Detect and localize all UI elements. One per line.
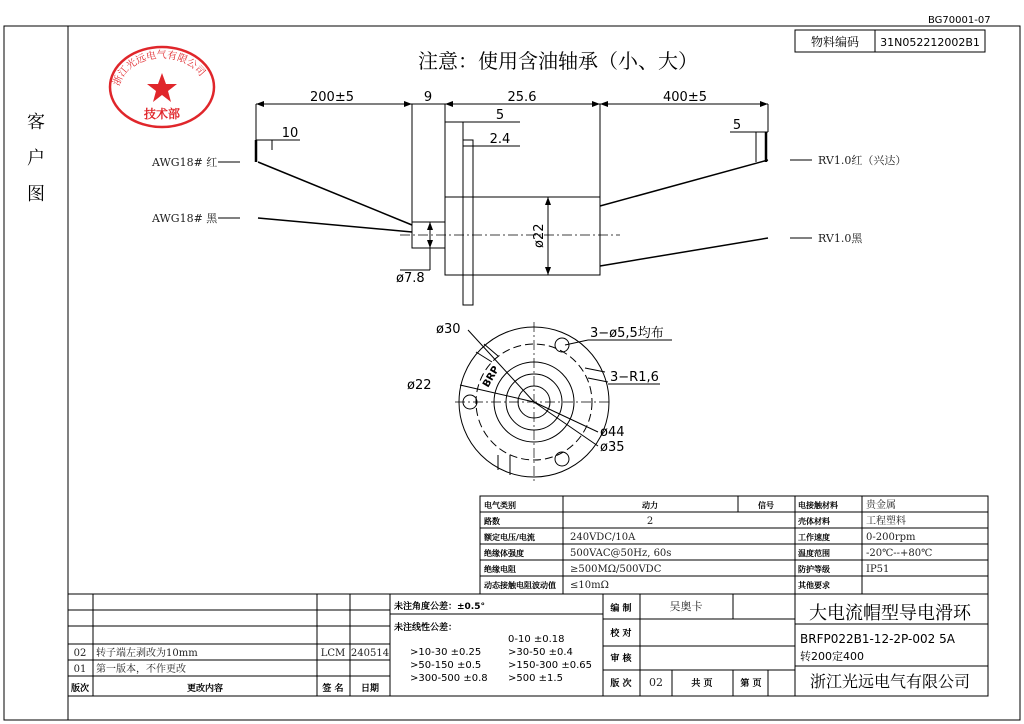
product-name: 大电流帽型导电滑环 (809, 603, 971, 624)
rev-header-date: 日期 (360, 684, 380, 694)
dim-10: 10 (281, 126, 299, 141)
spec-value: 2 (646, 516, 654, 527)
spec-value: ≤10mΩ (570, 580, 609, 591)
spec-param-right: 工作速度 (798, 533, 830, 542)
tol-angle: 未注角度公差：±0.5° (394, 602, 485, 612)
spec-param: 电气类别 (484, 501, 516, 510)
spec-value-right: IP51 (866, 564, 890, 575)
rev-header-sign: 签 名 (322, 684, 344, 694)
dim-400: 400±5 (663, 90, 707, 105)
rev-sign: LCM (320, 648, 346, 659)
spec-param-right: 其他要求 (798, 581, 830, 590)
wire-left-red: AWG18# 红 (152, 156, 218, 169)
tol-value: 0-10 ±0.18 (508, 634, 565, 645)
rev-no: 02 (73, 648, 87, 659)
svg-text:技术部: 技术部 (143, 107, 181, 121)
department-stamp (109, 47, 214, 127)
side-view (218, 104, 812, 305)
rev-date: 240514 (350, 648, 390, 659)
spec-value-right: 贵金属 (866, 500, 896, 511)
dim-dia7-8: ø7.8 (396, 271, 425, 286)
product-model: BRFP022B1-12-2P-002 5A (800, 632, 955, 646)
check-label: 校 对 (610, 629, 632, 639)
dim-holes: 3−ø5,5均布 (590, 326, 664, 341)
dim-dia22-side: ø22 (532, 223, 547, 248)
spec-param: 路数 (484, 517, 500, 526)
bearing-note: 注意：使用含油轴承（小、大） (418, 49, 698, 73)
svg-text:浙江光远电气有限公司: 浙江光远电气有限公司 (111, 49, 207, 88)
front-view (455, 322, 672, 482)
dim-25-6: 25.6 (507, 90, 537, 105)
spec-param-right: 壳体材料 (798, 517, 830, 526)
spec-param-right: 防护等级 (798, 565, 830, 574)
dim-200: 200±5 (310, 90, 354, 105)
tol-value: >500 ±1.5 (508, 673, 563, 684)
wire-right-black: RV1.0黑 (818, 232, 863, 245)
draw-label: 编 制 (610, 604, 632, 614)
tol-value: >300-500 ±0.8 (410, 673, 488, 684)
spec-value: 240VDC/10A (570, 532, 636, 543)
version-label: 版 次 (610, 679, 632, 689)
spec-param: 绝缘电阻 (484, 565, 516, 574)
spec-value-right: 工程塑料 (866, 516, 906, 527)
rev-no: 01 (73, 664, 87, 675)
version-value: 02 (649, 676, 663, 689)
tol-value: >50-150 ±0.5 (410, 660, 482, 671)
doc-code: BG70001-07 (928, 15, 991, 26)
review-label: 审 核 (610, 654, 632, 664)
total-pages-label: 共 页 (691, 679, 713, 689)
tol-value: >10-30 ±0.25 (410, 647, 482, 658)
company-name: 浙江光远电气有限公司 (809, 672, 971, 691)
spec-value-right: -20℃--+80℃ (866, 548, 933, 559)
product-note: 转200定400 (800, 650, 864, 663)
spec-param-right: 温度范围 (798, 549, 830, 558)
hub-marking: BRP (481, 364, 502, 390)
material-code-label: 物料编码 (810, 35, 860, 49)
dim-9: 9 (423, 90, 433, 105)
wire-left-black: AWG18# 黑 (152, 212, 218, 225)
spec-table (480, 496, 988, 594)
spec-param: 动态接触电阻波动值 (484, 581, 556, 590)
page-label: 第 页 (740, 679, 762, 689)
rev-header-no: 版次 (70, 684, 90, 694)
spec-param-right: 电接触材料 (798, 501, 838, 510)
spec-value: ≥500MΩ/500VDC (570, 564, 662, 575)
dim-5-top: 5 (495, 108, 505, 123)
spec-value: 500VAC@50Hz, 60s (570, 548, 672, 559)
spec-value-right: 0-200rpm (866, 532, 916, 543)
dim-dia44: ø44 (600, 425, 625, 440)
dim-dia22-front: ø22 (407, 378, 432, 393)
spec-signal-header: 信号 (758, 501, 774, 510)
dim-2-4: 2.4 (489, 132, 511, 147)
dim-dia35: ø35 (600, 440, 625, 455)
dim-5-right: 5 (732, 118, 742, 133)
material-code-value: 31N052212002B1 (880, 36, 980, 49)
drawer-name: 吴奥卡 (669, 600, 703, 613)
rev-content: 转子端左剥改为10mm (96, 648, 198, 659)
dim-r1-6: 3−R1,6 (610, 370, 659, 385)
dim-dia30: ø30 (436, 322, 461, 337)
tol-value: >30-50 ±0.4 (508, 647, 573, 658)
tol-value: >150-300 ±0.65 (508, 660, 592, 671)
rev-content: 第一版本，不作更改 (96, 664, 186, 675)
customer-drawing-label: 客户图 (27, 112, 45, 205)
spec-power-header: 动力 (642, 501, 658, 510)
spec-param: 额定电压/电流 (484, 533, 535, 542)
tol-linear: 未注线性公差： (394, 623, 458, 633)
wire-right-red: RV1.0红（兴达） (818, 154, 907, 167)
rev-header-content: 更改内容 (186, 684, 224, 694)
spec-param: 绝缘体强度 (484, 549, 524, 558)
